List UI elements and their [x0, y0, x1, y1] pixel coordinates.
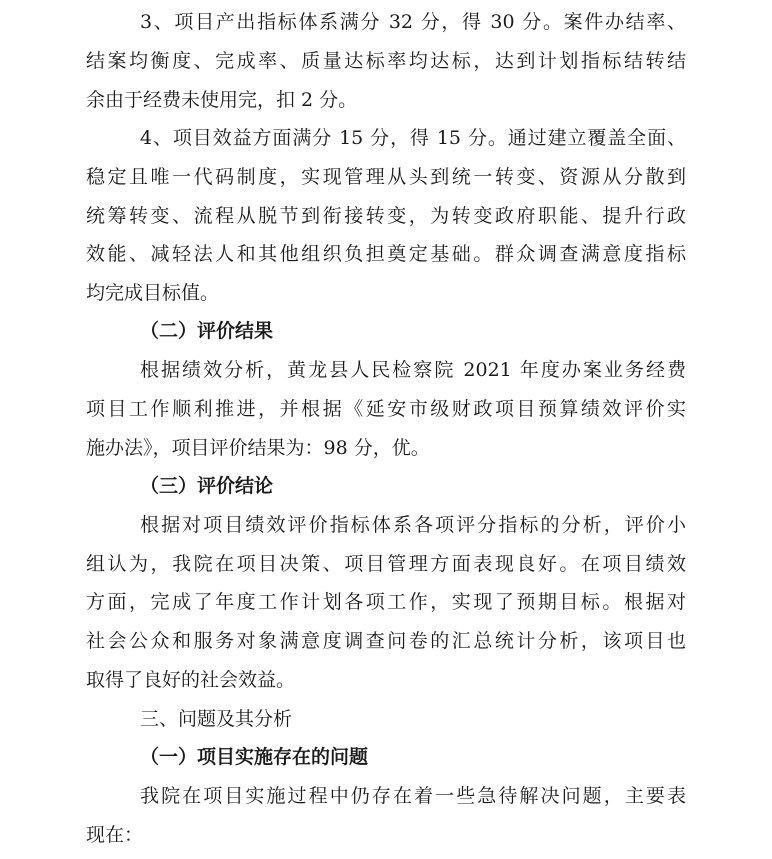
para-issues-line-1: 我院在项目实施过程中仍存在着一些急待解决问题，主要表 [140, 785, 686, 807]
para-issues-line-2: 现在： [86, 824, 144, 846]
para-conclusion-line-4: 社会公众和服务对象满意度调查问卷的汇总统计分析，该项目也 [86, 630, 686, 652]
para-benefit-line-2: 稳定且唯一代码制度，实现管理从头到统一转变、资源从分散到 [86, 166, 686, 188]
para-output-line-3: 余由于经费未使用完，扣 2 分。 [86, 89, 358, 111]
heading-evaluation-conclusion: （三）评价结论 [140, 475, 274, 497]
para-benefit-line-5: 均完成目标值。 [86, 282, 220, 304]
para-benefit-line-3: 统筹转变、流程从脱节到衔接转变，为转变政府职能、提升行政 [86, 205, 686, 227]
para-output-line-1: 3、项目产出指标体系满分 32 分，得 30 分。案件办结率、 [140, 11, 686, 33]
para-conclusion-line-2: 组认为，我院在项目决策、项目管理方面表现良好。在项目绩效 [86, 553, 686, 575]
para-result-line-1: 根据绩效分析，黄龙县人民检察院 2021 年度办案业务经费 [140, 359, 686, 381]
para-output-line-2: 结案均衡度、完成率、质量达标率均达标，达到计划指标结转结 [86, 50, 686, 72]
para-result-line-3: 施办法》，项目评价结果为：98 分，优。 [86, 437, 430, 459]
para-conclusion-line-3: 方面，完成了年度工作计划各项工作，实现了预期目标。根据对 [86, 591, 686, 613]
para-benefit-line-1: 4、项目效益方面满分 15 分，得 15 分。通过建立覆盖全面、 [140, 127, 686, 149]
para-conclusion-line-5: 取得了良好的社会效益。 [86, 669, 296, 691]
heading-issues-analysis: 三、问题及其分析 [140, 708, 293, 730]
para-conclusion-line-1: 根据对项目绩效评价指标体系各项评分指标的分析，评价小 [140, 514, 686, 536]
para-benefit-line-4: 效能、减轻法人和其他组织负担奠定基础。群众调查满意度指标 [86, 243, 686, 265]
heading-implementation-issues: （一）项目实施存在的问题 [140, 746, 369, 768]
heading-evaluation-result: （二）评价结果 [140, 320, 274, 342]
para-result-line-2: 项目工作顺利推进，并根据《延安市级财政项目预算绩效评价实 [86, 398, 686, 420]
